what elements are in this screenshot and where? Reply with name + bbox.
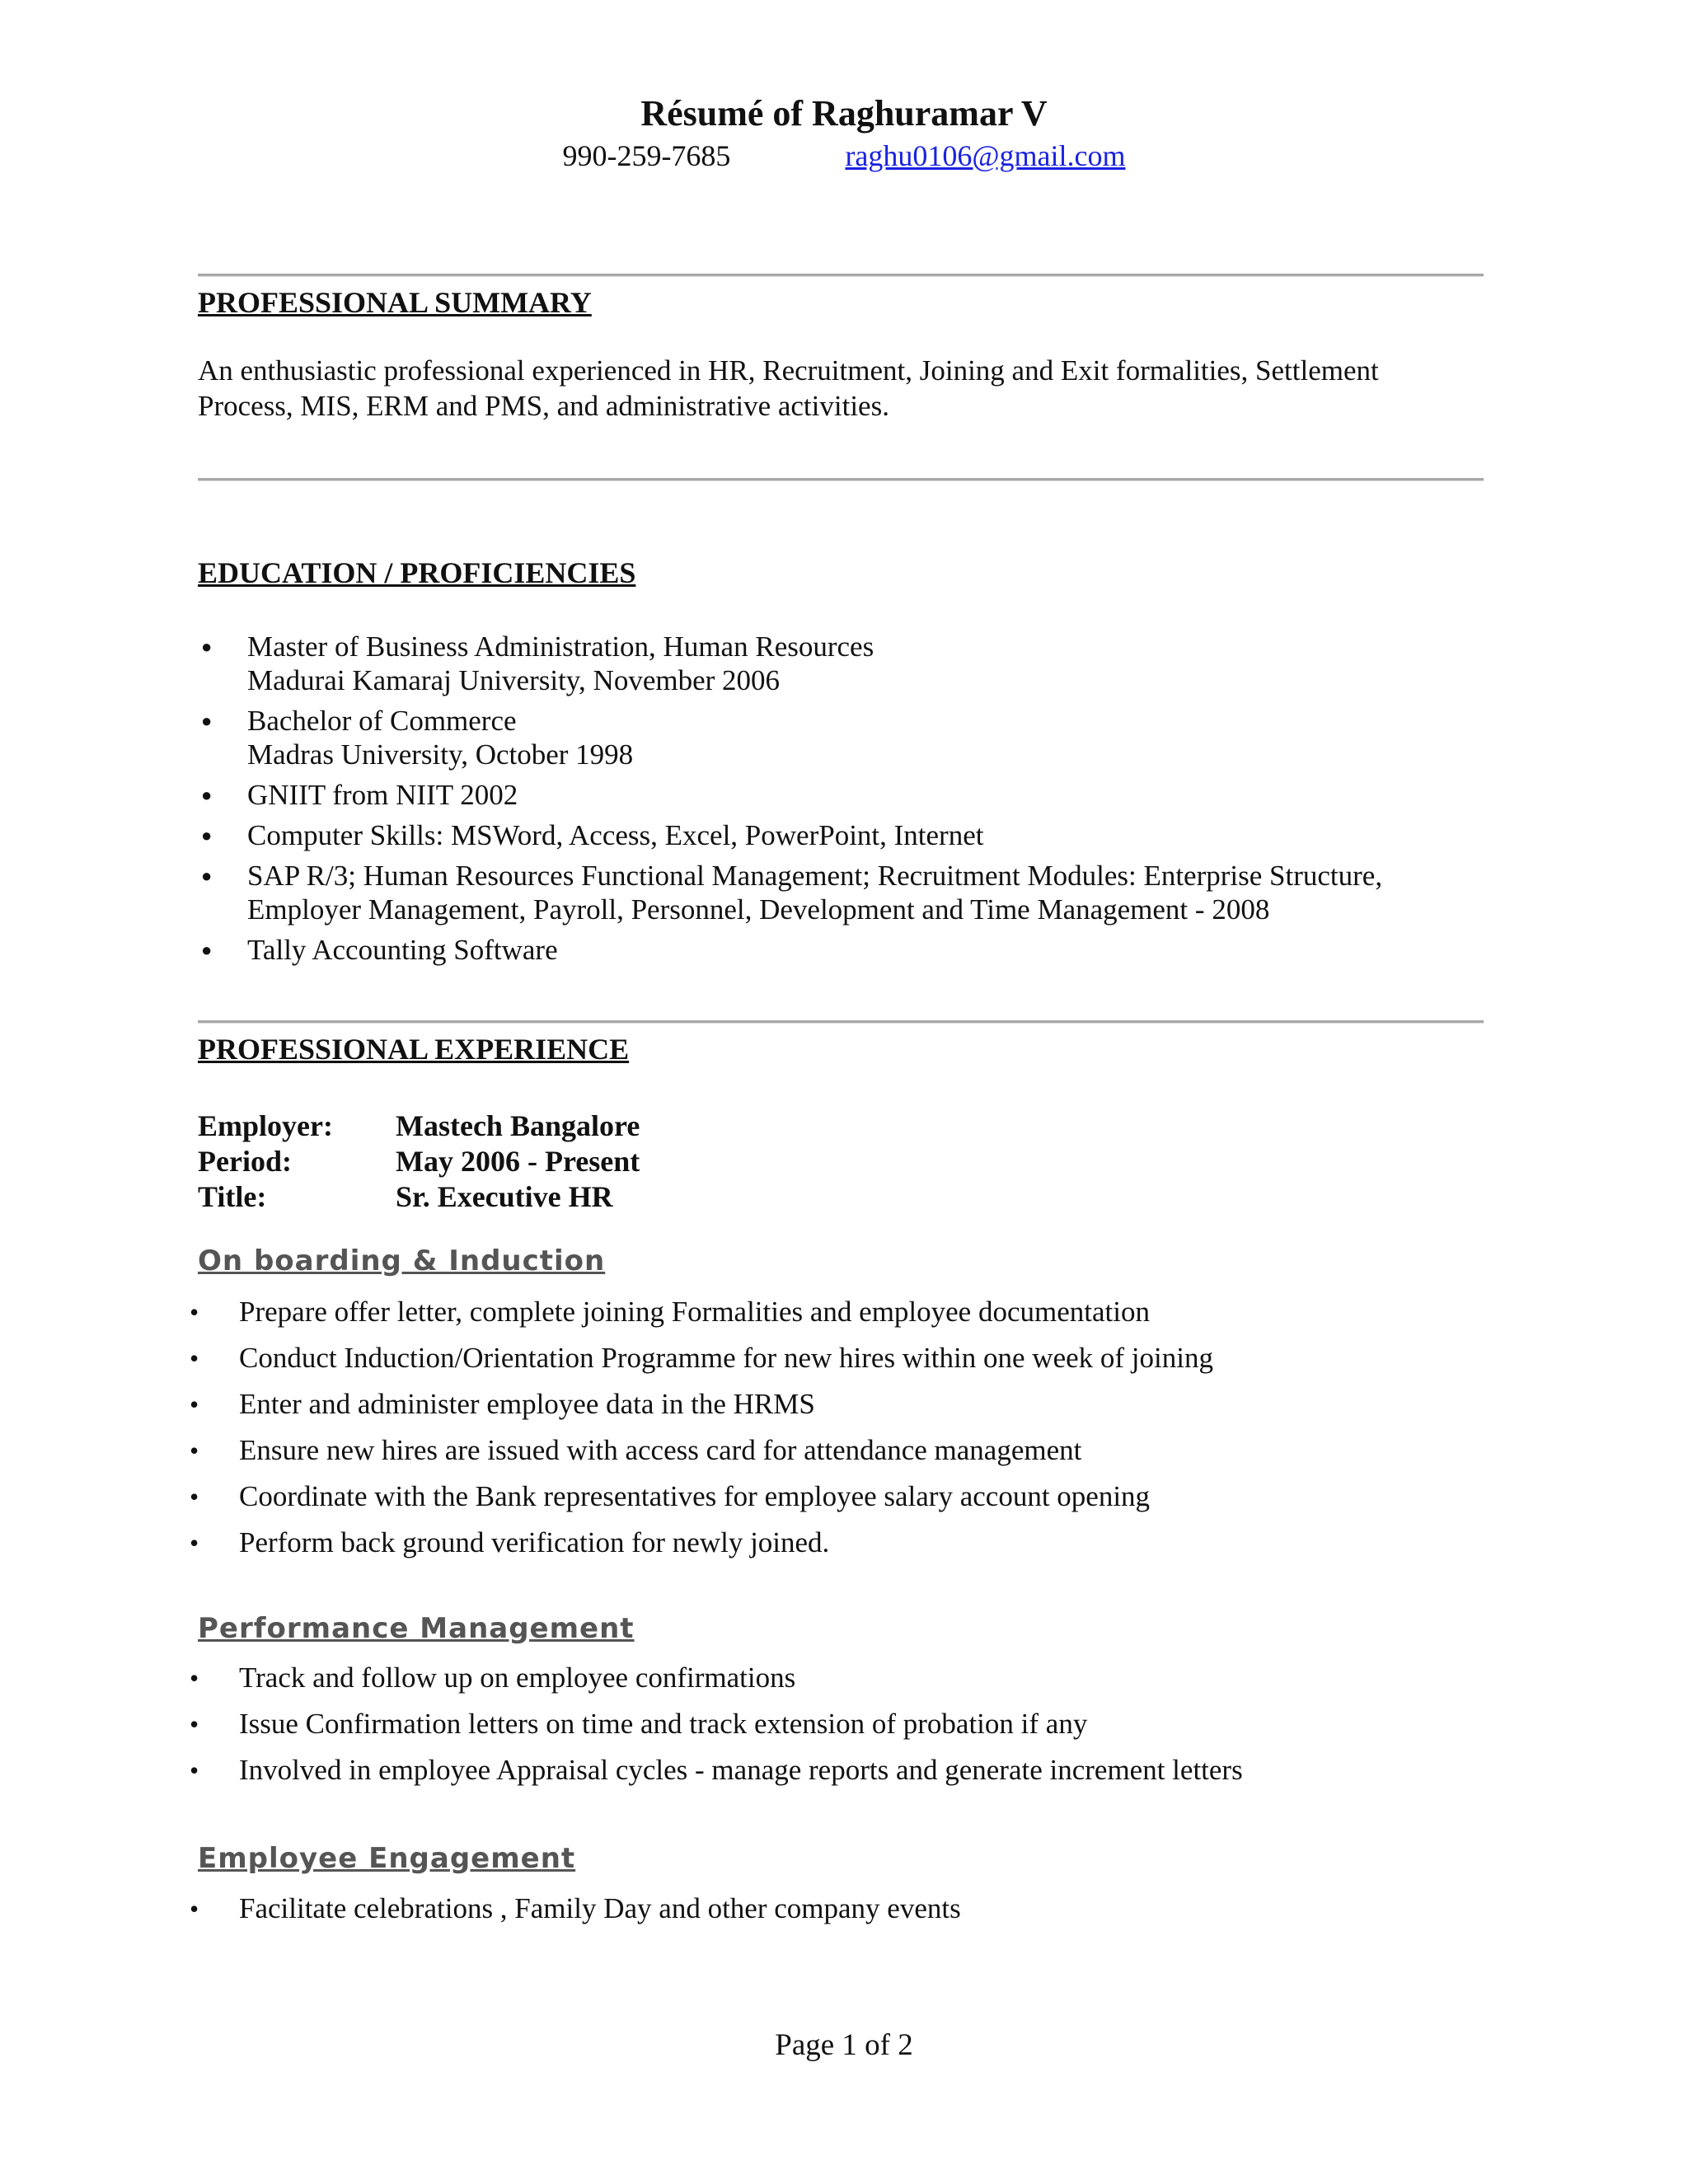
title-label: Title:	[198, 1180, 267, 1213]
table-row	[198, 1144, 640, 1179]
employment-info	[198, 1108, 640, 1215]
page-number: Page 1 of 2	[775, 2028, 913, 2062]
list-item: • Ensure new hires are issued with access card for attendance management	[190, 1427, 1213, 1474]
divider	[198, 478, 1484, 480]
engagement-heading: Employee Engagement	[198, 1842, 576, 1875]
period-label: Period:	[198, 1145, 292, 1178]
onboarding-list	[190, 1289, 1213, 1566]
onboarding-heading: On boarding & Induction	[198, 1244, 606, 1277]
email-link[interactable]: raghu0106@gmail.com	[845, 139, 1126, 172]
education-heading: EDUCATION / PROFICIENCIES	[198, 556, 636, 589]
contact-line	[0, 138, 1688, 174]
resume-title: Résumé of Raghuramar V	[640, 93, 1048, 134]
experience-heading: PROFESSIONAL EXPERIENCE	[198, 1033, 630, 1066]
phone-number: 990-259-7685	[562, 139, 731, 172]
list-item: • Conduct Induction/Orientation Programme for new hires within one week of joining	[190, 1335, 1213, 1381]
divider	[198, 274, 1484, 276]
list-item: • Coordinate with the Bank representatives for employee salary account opening	[190, 1474, 1213, 1520]
list-item: • Issue Confirmation letters on time and track extension of probation if any	[190, 1701, 1243, 1747]
summary-heading: PROFESSIONAL SUMMARY	[198, 286, 592, 319]
title-value: Sr. Executive HR	[396, 1180, 613, 1213]
performance-heading: Performance Management	[198, 1612, 635, 1645]
list-item: ● GNIIT from NIIT 2002	[198, 778, 1382, 812]
performance-list	[190, 1655, 1243, 1793]
table-row	[198, 1108, 640, 1144]
list-item: • Enter and administer employee data in the HRMS	[190, 1381, 1213, 1427]
list-item: • Involved in employee Appraisal cycles - manage reports and generate increment letters	[190, 1747, 1243, 1793]
list-item: • Track and follow up on employee confirmations	[190, 1655, 1243, 1701]
table-row	[198, 1179, 640, 1215]
period-value: May 2006 - Present	[396, 1145, 640, 1178]
list-item: ● Master of Business Administration, Human Resources Madurai Kamaraj University, November 2006	[198, 630, 1382, 697]
list-item: ● SAP R/3; Human Resources Functional Management; Recruitment Modules: Enterprise Structure, Employer Management, Payroll, Personnel, Development and Time Management - 2008	[198, 859, 1382, 926]
divider	[198, 1020, 1484, 1023]
list-item: • Prepare offer letter, complete joining Formalities and employee documentation	[190, 1289, 1213, 1335]
summary-text	[198, 353, 1500, 424]
employer-label: Employer:	[198, 1109, 333, 1142]
summary-line: An enthusiastic professional experienced in HR, Recruitment, Joining and Exit formalities, Settlement	[198, 354, 1379, 387]
list-item: ● Bachelor of Commerce Madras University, October 1998	[198, 704, 1382, 771]
employer-value: Mastech Bangalore	[396, 1109, 640, 1142]
list-item: ● Tally Accounting Software	[198, 933, 1382, 967]
list-item: ● Computer Skills: MSWord, Access, Excel, PowerPoint, Internet	[198, 818, 1382, 852]
education-list	[198, 630, 1382, 967]
list-item: • Facilitate celebrations , Family Day and other company events	[190, 1886, 961, 1932]
engagement-list	[190, 1886, 961, 1932]
summary-line: Process, MIS, ERM and PMS, and administrative activities.	[198, 390, 889, 422]
list-item: • Perform back ground verification for newly joined.	[190, 1520, 1213, 1566]
